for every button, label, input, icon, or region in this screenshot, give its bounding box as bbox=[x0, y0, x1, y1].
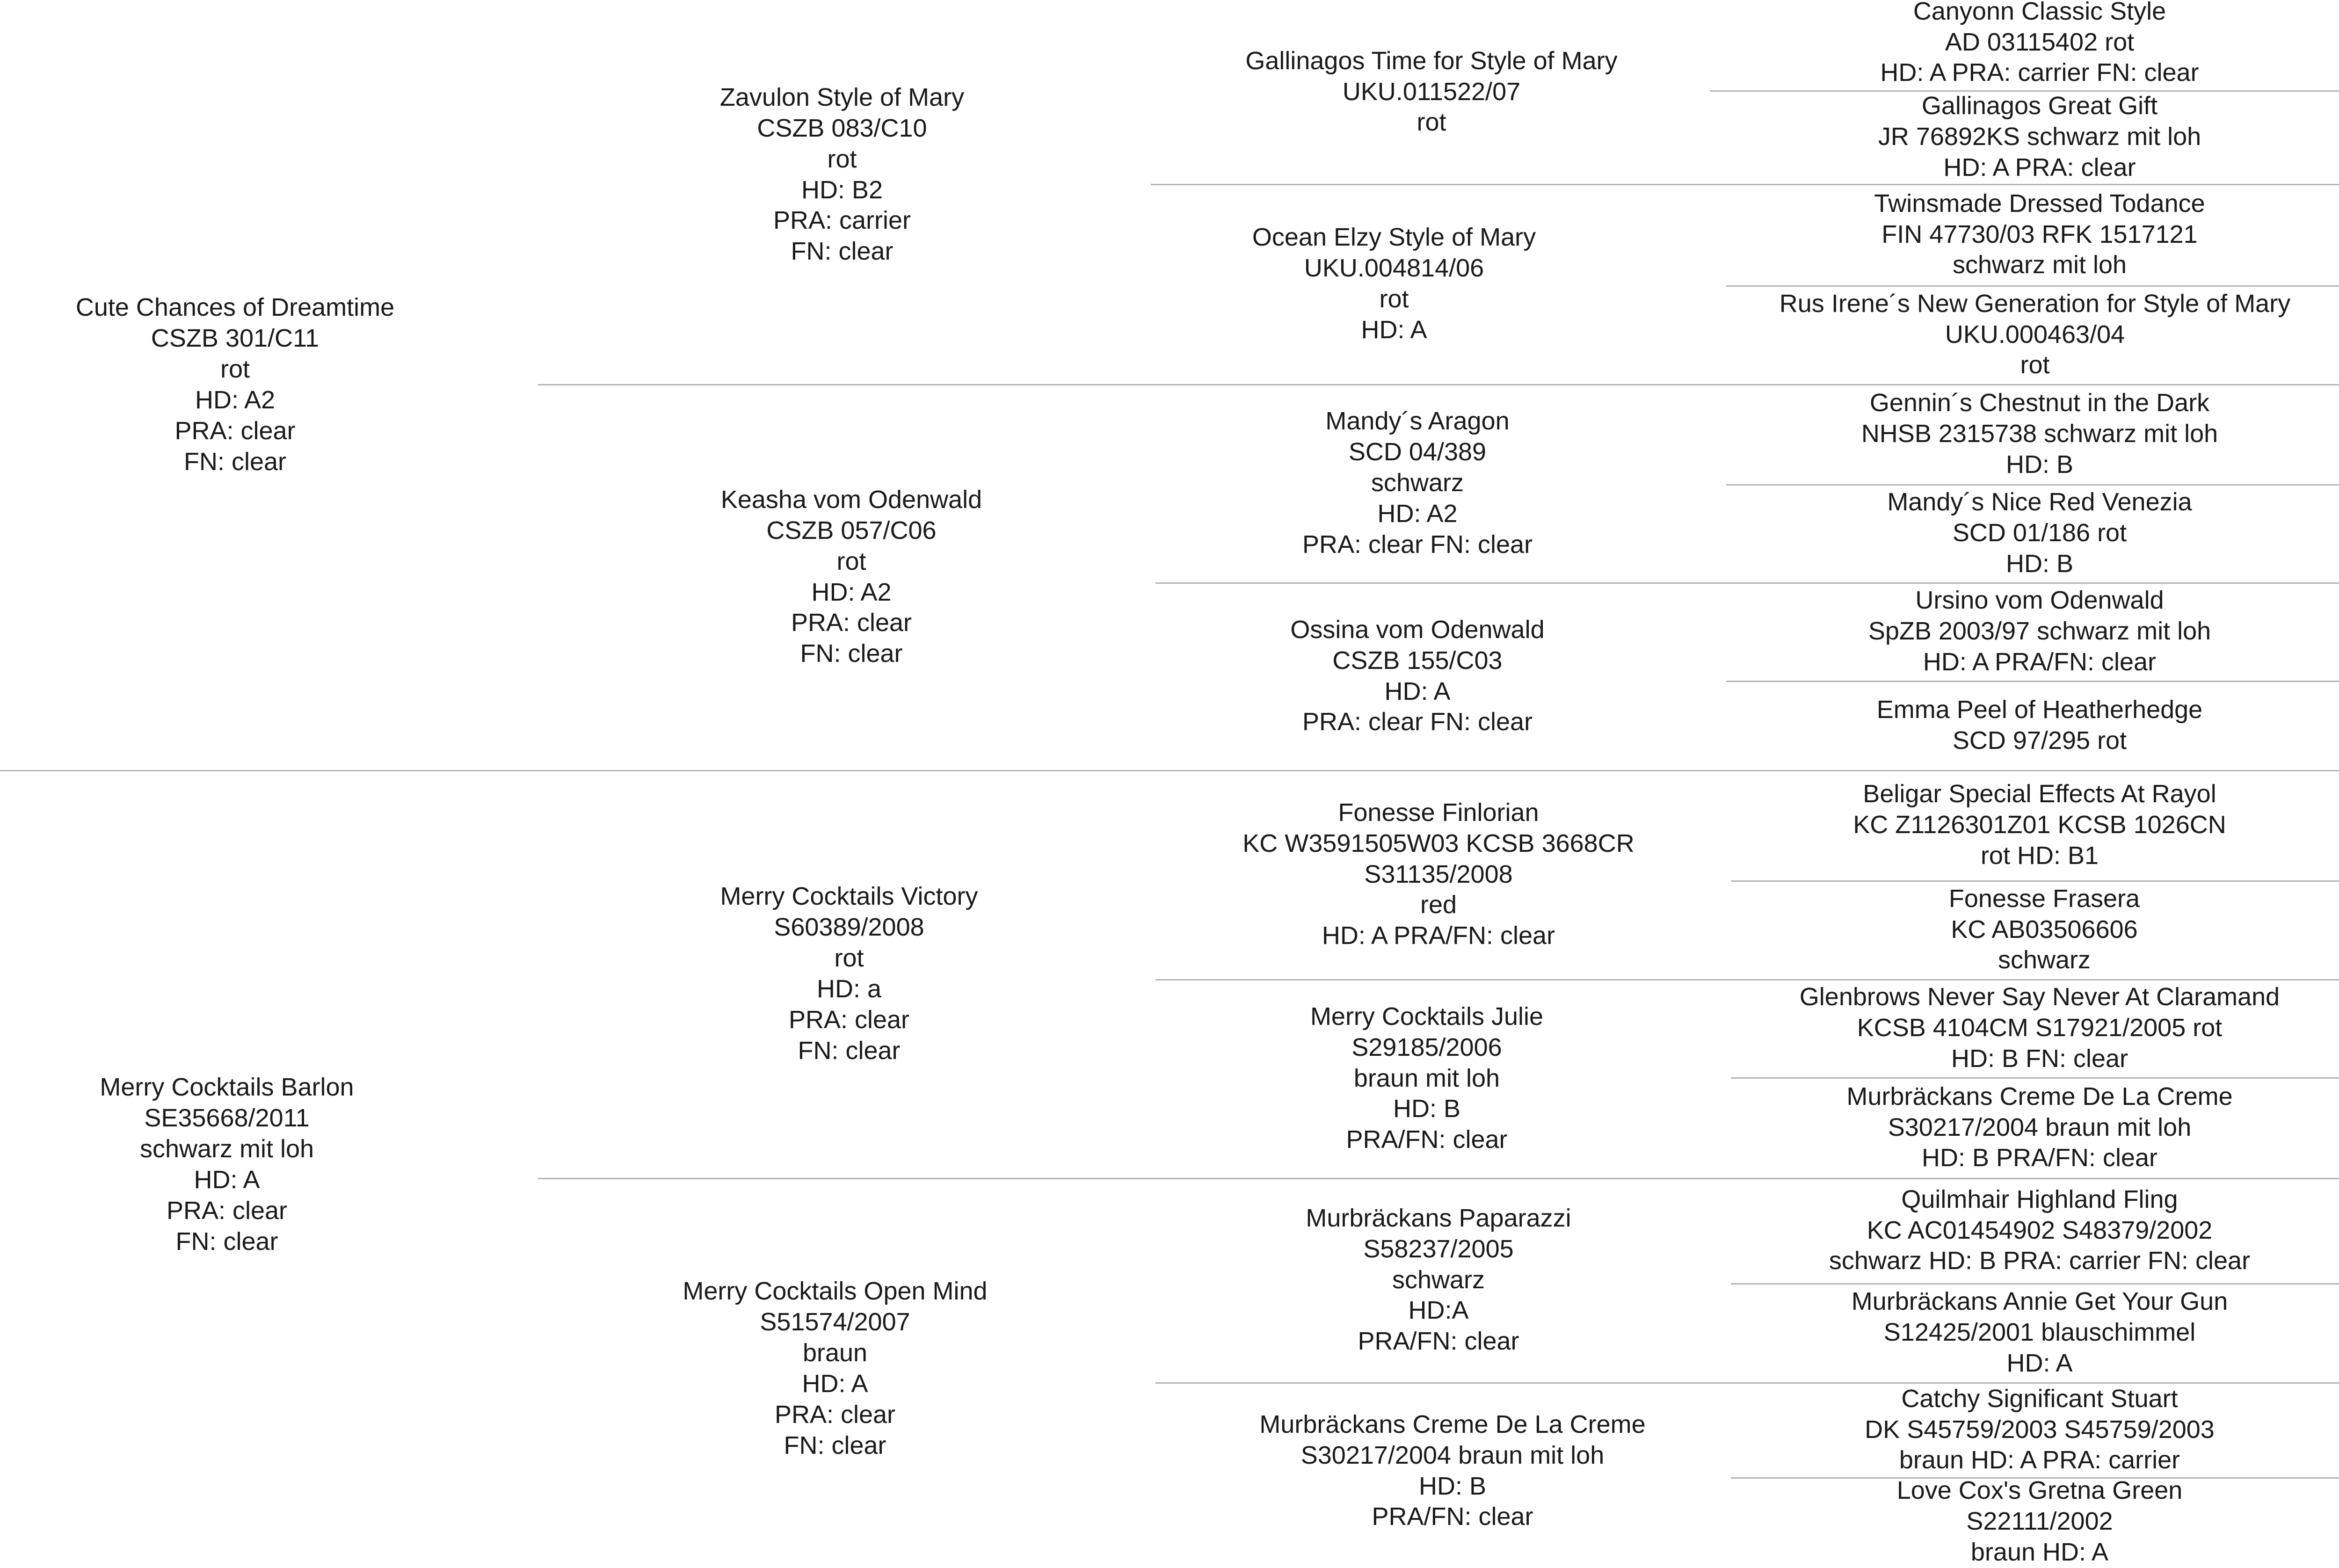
dog-info-line: S22111/2002 bbox=[1966, 1507, 2113, 1536]
dog-info-line: KC AC01454902 S48379/2002 bbox=[1867, 1216, 2213, 1244]
dog-info-line: AD 03115402 rot bbox=[1945, 28, 2135, 56]
dog-entry-gen4 bbox=[1712, 384, 2339, 484]
dog-fn: FN: clear bbox=[183, 447, 287, 476]
dog-info-line: HD: B FN: clear bbox=[1951, 1044, 2128, 1073]
dog-registration: CSZB 057/C06 bbox=[766, 516, 937, 544]
dog-name: Glenbrows Never Say Never At Claramand bbox=[1799, 983, 2280, 1011]
dog-entry-gen4 bbox=[1712, 484, 2339, 582]
dog-name: Keasha vom Odenwald bbox=[720, 485, 982, 514]
dog-entry-gen3 bbox=[1151, 184, 1637, 384]
dog-entry-gen4 bbox=[1712, 1077, 2339, 1178]
dog-entry-gen4 bbox=[1712, 1283, 2339, 1382]
dog-info-line: HD: A PRA/FN: clear bbox=[1322, 922, 1555, 950]
dog-name: Twinsmade Dressed Todance bbox=[1874, 189, 2205, 218]
dog-info-line: PRA: clear FN: clear bbox=[1302, 530, 1533, 559]
dog-info-line: schwarz bbox=[1371, 469, 1464, 497]
dog-info-line: HD: B bbox=[2005, 450, 2074, 479]
dog-hd: HD: A2 bbox=[811, 578, 892, 606]
dog-entry-gen2 bbox=[538, 384, 1165, 770]
dog-info-line: FIN 47730/03 RFK 1517121 bbox=[1881, 220, 2198, 248]
dog-name: Merry Cocktails Julie bbox=[1310, 1002, 1544, 1031]
dog-name: Beligar Special Effects At Rayol bbox=[1863, 780, 2216, 808]
dog-pra: PRA: clear bbox=[791, 609, 912, 637]
dog-info-line: S58237/2005 bbox=[1363, 1234, 1514, 1263]
dog-name: Ursino vom Odenwald bbox=[1915, 586, 2164, 615]
dog-info-line: PRA/FN: clear bbox=[1372, 1503, 1533, 1531]
dog-name: Emma Peel of Heatherhedge bbox=[1876, 695, 2203, 724]
dog-registration: S51574/2007 bbox=[760, 1308, 910, 1336]
dog-color: rot bbox=[834, 944, 864, 973]
dog-pra: PRA: clear bbox=[174, 416, 296, 445]
dog-entry-gen4 bbox=[1712, 582, 2339, 681]
dog-info-line: DK S45759/2003 S45759/2003 bbox=[1865, 1415, 2215, 1444]
dog-info-line: HD: A bbox=[1361, 315, 1427, 344]
dog-entry-gen3 bbox=[1151, 0, 1712, 184]
dog-info-line: S30217/2004 braun mit loh bbox=[1300, 1441, 1605, 1469]
dog-registration: CSZB 301/C11 bbox=[151, 324, 320, 353]
dog-info-line: schwarz mit loh bbox=[1952, 251, 2127, 279]
dog-color: schwarz mit loh bbox=[139, 1135, 314, 1163]
dog-info-line: HD: B PRA/FN: clear bbox=[1921, 1144, 2158, 1172]
dog-name: Murbräckans Creme De La Creme bbox=[1846, 1082, 2233, 1111]
dog-entry-gen4 bbox=[1712, 1178, 2339, 1283]
dog-name: Fonesse Finlorian bbox=[1338, 798, 1539, 827]
dog-name: Gallinagos Time for Style of Mary bbox=[1245, 46, 1618, 75]
dog-info-line: KC Z1126301Z01 KCSB 1026CN bbox=[1853, 811, 2226, 839]
dog-entry-gen4 bbox=[1731, 285, 2339, 384]
dog-fn: FN: clear bbox=[784, 1431, 886, 1459]
dog-info-line: schwarz HD: B PRA: carrier FN: clear bbox=[1829, 1247, 2251, 1275]
dog-entry-gen1 bbox=[0, 0, 470, 770]
dog-hd: HD: A2 bbox=[195, 386, 276, 414]
dog-name: Murbräckans Paparazzi bbox=[1306, 1204, 1571, 1232]
dog-name: Mandy´s Aragon bbox=[1325, 407, 1510, 436]
dog-entry-gen4 bbox=[1712, 1382, 2339, 1477]
dog-info-line: UKU.004814/06 bbox=[1304, 254, 1484, 283]
dog-fn: FN: clear bbox=[798, 1036, 901, 1065]
dog-info-line: HD: A bbox=[1384, 677, 1451, 705]
dog-name: Gennin´s Chestnut in the Dark bbox=[1869, 389, 2210, 417]
dog-fn: FN: clear bbox=[791, 237, 893, 266]
dog-name: Ocean Elzy Style of Mary bbox=[1252, 223, 1536, 252]
dog-name: Ossina vom Odenwald bbox=[1290, 615, 1545, 644]
dog-info-line: PRA: clear FN: clear bbox=[1302, 708, 1533, 736]
dog-hd: HD: a bbox=[816, 975, 882, 1003]
dog-name: Gallinagos Great Gift bbox=[1921, 92, 2158, 120]
dog-name: Merry Cocktails Victory bbox=[720, 882, 978, 911]
dog-info-line: braun HD: A PRA: carrier bbox=[1899, 1446, 2180, 1474]
dog-info-line: PRA/FN: clear bbox=[1358, 1327, 1519, 1356]
dog-name: Love Cox's Gretna Green bbox=[1896, 1476, 2183, 1505]
dog-entry-gen4 bbox=[1712, 979, 2339, 1077]
dog-info-line: HD: A PRA/FN: clear bbox=[1923, 647, 2157, 676]
dog-info-line: rot bbox=[1379, 285, 1409, 313]
dog-hd: HD: A bbox=[802, 1370, 868, 1398]
dog-entry-gen3 bbox=[1151, 582, 1684, 770]
dog-info-line: UKU.000463/04 bbox=[1945, 320, 2125, 348]
dog-info-line: schwarz bbox=[1392, 1265, 1485, 1294]
dog-info-line: braun HD: A bbox=[1970, 1538, 2109, 1566]
dog-name: Zavulon Style of Mary bbox=[719, 83, 965, 111]
dog-name: Canyonn Classic Style bbox=[1913, 0, 2166, 25]
dog-name: Merry Cocktails Open Mind bbox=[683, 1277, 988, 1306]
dog-fn: FN: clear bbox=[800, 639, 903, 668]
dog-color: rot bbox=[827, 145, 857, 173]
dog-info-line: SpZB 2003/97 schwarz mit loh bbox=[1868, 617, 2211, 646]
dog-entry-gen2 bbox=[538, 0, 1146, 349]
dog-info-line: KC AB03506606 bbox=[1951, 915, 2138, 944]
dog-color: rot bbox=[836, 547, 866, 575]
dog-info-line: HD: A bbox=[2006, 1349, 2073, 1377]
dog-info-line: CSZB 155/C03 bbox=[1332, 646, 1503, 675]
dog-name: Catchy Significant Stuart bbox=[1901, 1384, 2178, 1413]
dog-entry-gen2 bbox=[538, 770, 1160, 1178]
dog-entry-gen3 bbox=[1155, 1178, 1722, 1382]
dog-name: Murbräckans Creme De La Creme bbox=[1259, 1410, 1646, 1438]
dog-color: braun bbox=[802, 1339, 868, 1367]
dog-name: Mandy´s Nice Red Venezia bbox=[1887, 488, 2192, 516]
dog-info-line: SCD 04/389 bbox=[1348, 438, 1487, 466]
dog-hd: HD: A bbox=[194, 1166, 260, 1194]
dog-info-line: SCD 01/186 rot bbox=[1952, 519, 2127, 547]
dog-name: Merry Cocktails Barlon bbox=[100, 1073, 354, 1102]
dog-pra: PRA: clear bbox=[166, 1196, 288, 1225]
dog-entry-gen3 bbox=[1151, 384, 1684, 582]
dog-info-line: NHSB 2315738 schwarz mit loh bbox=[1861, 420, 2218, 448]
dog-entry-gen4 bbox=[1712, 770, 2339, 880]
dog-info-line: PRA/FN: clear bbox=[1346, 1125, 1508, 1154]
dog-info-line: KC W3591505W03 KCSB 3668CR bbox=[1242, 829, 1634, 857]
dog-hd: HD: B2 bbox=[801, 175, 883, 204]
dog-entry-gen4 bbox=[1712, 681, 2339, 770]
dog-info-line: S12425/2001 blauschimmel bbox=[1883, 1318, 2196, 1347]
dog-name: Rus Irene´s New Generation for Style of Mary bbox=[1779, 289, 2291, 318]
dog-info-line: rot HD: B1 bbox=[1980, 841, 2099, 870]
dog-entry-gen4 bbox=[1731, 880, 2339, 979]
dog-color: rot bbox=[220, 355, 250, 384]
dog-name: Fonesse Frasera bbox=[1948, 884, 2140, 913]
dog-info-line: S29185/2006 bbox=[1351, 1033, 1502, 1061]
dog-entry-gen1 bbox=[0, 770, 454, 1560]
dog-info-line: HD: A2 bbox=[1377, 499, 1458, 528]
dog-entry-gen4 bbox=[1712, 0, 2339, 90]
dog-entry-gen4 bbox=[1712, 184, 2339, 285]
dog-name: Murbräckans Annie Get Your Gun bbox=[1851, 1287, 2228, 1316]
dog-name: Quilmhair Highland Fling bbox=[1901, 1185, 2178, 1213]
dog-entry-gen3 bbox=[1155, 1382, 1750, 1560]
dog-info-line: HD: B bbox=[1393, 1095, 1461, 1123]
dog-info-line: HD: A PRA: clear bbox=[1943, 153, 2136, 181]
dog-info-line: rot bbox=[1416, 108, 1446, 137]
dog-info-line: S30217/2004 braun mit loh bbox=[1888, 1113, 2192, 1141]
dog-info-line: red bbox=[1420, 891, 1457, 919]
dog-name: Cute Chances of Dreamtime bbox=[75, 293, 395, 322]
dog-info-line: HD: B bbox=[1418, 1472, 1487, 1500]
dog-entry-gen2 bbox=[538, 1178, 1132, 1560]
dog-pra: PRA: carrier bbox=[773, 206, 911, 235]
dog-info-line: HD: B bbox=[2005, 549, 2074, 578]
dog-entry-gen3 bbox=[1155, 979, 1698, 1178]
dog-registration: CSZB 083/C10 bbox=[757, 114, 927, 142]
dog-info-line: rot bbox=[2020, 351, 2050, 379]
dog-pra: PRA: clear bbox=[788, 1005, 910, 1034]
dog-entry-gen4 bbox=[1712, 90, 2339, 184]
dog-fn: FN: clear bbox=[175, 1227, 278, 1256]
dog-info-line: KCSB 4104CM S17921/2005 rot bbox=[1857, 1014, 2223, 1042]
dog-info-line: UKU.011522/07 bbox=[1342, 77, 1521, 106]
dog-info-line: JR 76892KS schwarz mit loh bbox=[1878, 123, 2201, 151]
dog-info-line: braun mit loh bbox=[1353, 1064, 1500, 1092]
dog-info-line: SCD 97/295 rot bbox=[1952, 726, 2127, 755]
dog-entry-gen3 bbox=[1155, 770, 1722, 979]
dog-pra: PRA: clear bbox=[774, 1400, 896, 1429]
dog-info-line: HD:A bbox=[1408, 1296, 1469, 1325]
dog-info-line: S31135/2008 bbox=[1364, 860, 1513, 888]
dog-info-line: schwarz bbox=[1998, 946, 2091, 974]
dog-info-line: HD: A PRA: carrier FN: clear bbox=[1880, 58, 2199, 87]
dog-registration: S60389/2008 bbox=[774, 913, 924, 942]
dog-registration: SE35668/2011 bbox=[144, 1104, 310, 1132]
dog-entry-gen4 bbox=[1712, 1477, 2339, 1566]
